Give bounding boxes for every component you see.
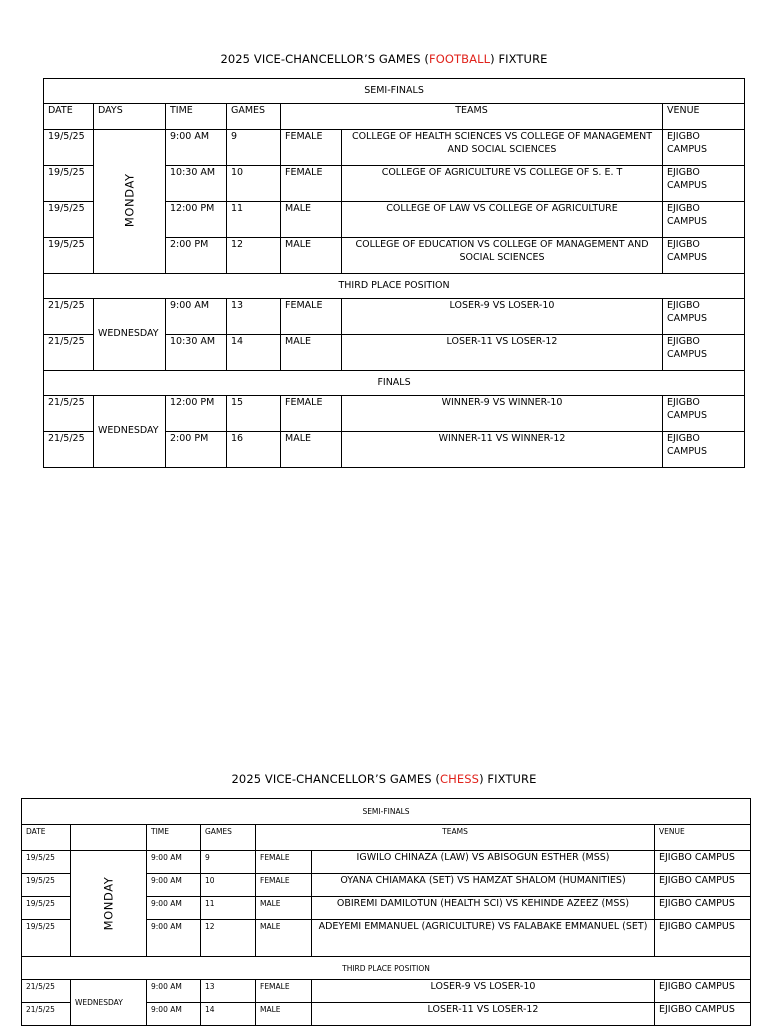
cell-gender: FEMALE	[256, 874, 312, 897]
header-venue: VENUE	[655, 825, 751, 851]
title-sport: FOOTBALL	[428, 52, 491, 66]
cell-game: 13	[201, 980, 256, 1003]
cell-gender: MALE	[281, 432, 342, 468]
cell-gender: MALE	[281, 202, 342, 238]
cell-time: 10:30 AM	[166, 166, 227, 202]
cell-teams: OYANA CHIAMAKA (SET) VS HAMZAT SHALOM (HUMANITIES)	[312, 874, 655, 897]
header-time: TIME	[147, 825, 201, 851]
table-row	[22, 980, 751, 1003]
header-venue: VENUE	[663, 104, 745, 130]
cell-date: 21/5/25	[44, 432, 94, 468]
cell-game: 14	[201, 1003, 256, 1026]
cell-teams: ADEYEMI EMMANUEL (AGRICULTURE) VS FALABAKE EMMANUEL (SET)	[312, 920, 655, 957]
cell-venue: EJIGBO CAMPUS	[663, 335, 745, 371]
cell-game: 12	[201, 920, 256, 957]
cell-game: 11	[201, 897, 256, 920]
chess-fixture-table	[21, 798, 751, 1026]
cell-teams: IGWILO CHINAZA (LAW) VS ABISOGUN ESTHER (MSS)	[312, 851, 655, 874]
table-row	[44, 396, 745, 432]
title-suffix: ) FIXTURE	[490, 52, 548, 66]
cell-date: 19/5/25	[44, 202, 94, 238]
cell-venue: EJIGBO CAMPUS	[663, 202, 745, 238]
cell-date: 19/5/25	[22, 851, 71, 874]
title-prefix: 2025 VICE-CHANCELLOR’S GAMES (	[231, 772, 441, 786]
day-cell	[94, 130, 166, 274]
section-label-semi-finals: SEMI-FINALS	[44, 79, 745, 104]
cell-venue: EJIGBO CAMPUS	[663, 396, 745, 432]
cell-teams: OBIREMI DAMILOTUN (HEALTH SCI) VS KEHINDE AZEEZ (MSS)	[312, 897, 655, 920]
cell-gender: MALE	[281, 335, 342, 371]
header-games: GAMES	[201, 825, 256, 851]
cell-time: 9:00 AM	[147, 1003, 201, 1026]
cell-venue: EJIGBO CAMPUS	[655, 874, 751, 897]
cell-gender: FEMALE	[281, 166, 342, 202]
cell-venue: EJIGBO CAMPUS	[655, 897, 751, 920]
cell-date: 19/5/25	[22, 897, 71, 920]
cell-date: 19/5/25	[22, 920, 71, 957]
cell-game: 14	[227, 335, 281, 371]
day-cell	[71, 851, 147, 957]
title-suffix: ) FIXTURE	[479, 772, 537, 786]
cell-gender: FEMALE	[256, 980, 312, 1003]
cell-game: 9	[227, 130, 281, 166]
cell-date: 19/5/25	[44, 166, 94, 202]
cell-venue: EJIGBO CAMPUS	[655, 920, 751, 957]
cell-gender: FEMALE	[256, 851, 312, 874]
cell-gender: FEMALE	[281, 396, 342, 432]
cell-teams: COLLEGE OF LAW VS COLLEGE OF AGRICULTURE	[342, 202, 663, 238]
cell-time: 9:00 AM	[147, 920, 201, 957]
section-label-finals: FINALS	[44, 371, 745, 396]
football-fixture-title	[0, 52, 768, 66]
cell-time: 9:00 AM	[166, 299, 227, 335]
table-row	[22, 851, 751, 874]
cell-game: 13	[227, 299, 281, 335]
cell-date: 21/5/25	[44, 335, 94, 371]
cell-time: 10:30 AM	[166, 335, 227, 371]
cell-time: 2:00 PM	[166, 432, 227, 468]
cell-time: 9:00 AM	[166, 130, 227, 166]
cell-time: 12:00 PM	[166, 396, 227, 432]
cell-time: 9:00 AM	[147, 874, 201, 897]
cell-venue: EJIGBO CAMPUS	[663, 238, 745, 274]
cell-teams: LOSER-11 VS LOSER-12	[342, 335, 663, 371]
chess-fixture-title	[0, 772, 768, 786]
cell-time: 12:00 PM	[166, 202, 227, 238]
cell-game: 11	[227, 202, 281, 238]
cell-teams: LOSER-11 VS LOSER-12	[312, 1003, 655, 1026]
cell-teams: COLLEGE OF EDUCATION VS COLLEGE OF MANAGEMENT AND SOCIAL SCIENCES	[342, 238, 663, 274]
cell-venue: EJIGBO CAMPUS	[655, 1003, 751, 1026]
cell-gender: MALE	[281, 238, 342, 274]
day-label: WEDNESDAY	[71, 980, 147, 1026]
cell-game: 16	[227, 432, 281, 468]
header-teams: TEAMS	[256, 825, 655, 851]
football-fixture-table	[43, 78, 745, 468]
cell-teams: COLLEGE OF AGRICULTURE VS COLLEGE OF S. E. T	[342, 166, 663, 202]
cell-venue: EJIGBO CAMPUS	[663, 299, 745, 335]
header-time: TIME	[166, 104, 227, 130]
title-sport: CHESS	[440, 772, 480, 786]
cell-date: 21/5/25	[44, 396, 94, 432]
cell-venue: EJIGBO CAMPUS	[655, 851, 751, 874]
section-label-third-place: THIRD PLACE POSITION	[22, 957, 751, 980]
cell-date: 19/5/25	[44, 238, 94, 274]
cell-venue: EJIGBO CAMPUS	[663, 166, 745, 202]
section-label-third-place: THIRD PLACE POSITION	[44, 274, 745, 299]
cell-gender: FEMALE	[281, 299, 342, 335]
cell-time: 9:00 AM	[147, 980, 201, 1003]
cell-date: 21/5/25	[22, 1003, 71, 1026]
cell-teams: WINNER-9 VS WINNER-10	[342, 396, 663, 432]
cell-venue: EJIGBO CAMPUS	[655, 980, 751, 1003]
cell-gender: MALE	[256, 920, 312, 957]
header-days: DAYS	[94, 104, 166, 130]
header-games: GAMES	[227, 104, 281, 130]
title-prefix: 2025 VICE-CHANCELLOR’S GAMES (	[220, 52, 429, 66]
cell-game: 10	[201, 874, 256, 897]
cell-teams: COLLEGE OF HEALTH SCIENCES VS COLLEGE OF MANAGEMENT AND SOCIAL SCIENCES	[342, 130, 663, 166]
cell-date: 21/5/25	[44, 299, 94, 335]
day-label: WEDNESDAY	[94, 299, 166, 371]
cell-time: 9:00 AM	[147, 897, 201, 920]
day-label: MONDAY	[101, 876, 115, 930]
header-date: DATE	[22, 825, 71, 851]
header-days	[71, 825, 147, 851]
cell-venue: EJIGBO CAMPUS	[663, 432, 745, 468]
day-label: MONDAY	[122, 173, 137, 228]
cell-date: 19/5/25	[44, 130, 94, 166]
cell-game: 10	[227, 166, 281, 202]
cell-time: 2:00 PM	[166, 238, 227, 274]
section-label-semi-finals: SEMI-FINALS	[22, 799, 751, 825]
table-row	[44, 130, 745, 166]
cell-teams: LOSER-9 VS LOSER-10	[312, 980, 655, 1003]
cell-gender: FEMALE	[281, 130, 342, 166]
day-label: WEDNESDAY	[94, 396, 166, 468]
cell-teams: WINNER-11 VS WINNER-12	[342, 432, 663, 468]
header-teams: TEAMS	[281, 104, 663, 130]
cell-date: 19/5/25	[22, 874, 71, 897]
cell-gender: MALE	[256, 1003, 312, 1026]
header-date: DATE	[44, 104, 94, 130]
cell-venue: EJIGBO CAMPUS	[663, 130, 745, 166]
table-row	[44, 299, 745, 335]
cell-time: 9:00 AM	[147, 851, 201, 874]
cell-game: 9	[201, 851, 256, 874]
cell-gender: MALE	[256, 897, 312, 920]
cell-game: 12	[227, 238, 281, 274]
cell-teams: LOSER-9 VS LOSER-10	[342, 299, 663, 335]
cell-date: 21/5/25	[22, 980, 71, 1003]
cell-game: 15	[227, 396, 281, 432]
